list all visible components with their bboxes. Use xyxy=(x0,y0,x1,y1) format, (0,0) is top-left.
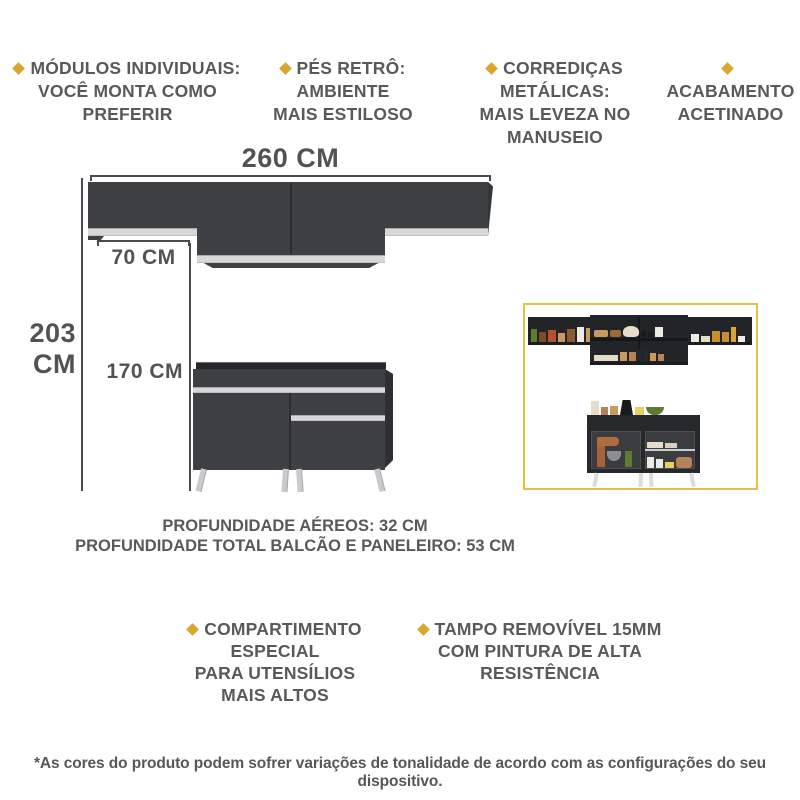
feature-text: VOCÊ MONTA COMO PREFERIR xyxy=(38,81,217,124)
wall-cabinet-center-base-strip xyxy=(197,255,385,263)
counter-leg xyxy=(281,469,289,492)
diamond-bullet-icon xyxy=(721,62,734,75)
feature-text: MAIS ESTILOSO xyxy=(273,104,413,124)
inset-counter-leg xyxy=(592,473,599,488)
inset-jar xyxy=(601,407,608,415)
inset-jar xyxy=(558,333,565,342)
feature-text: MÓDULOS INDIVIDUAIS: xyxy=(30,58,241,78)
dimension-width-label: 260 CM xyxy=(241,143,340,173)
counter-leg xyxy=(296,469,304,492)
inset-jar xyxy=(620,352,627,361)
feature-text: COMPARTIMENTO ESPECIAL xyxy=(204,619,362,661)
feature-text: TAMPO REMOVÍVEL 15MM xyxy=(434,619,662,639)
feature-text: PARA UTENSÍLIOS xyxy=(194,663,356,683)
dimension-tick xyxy=(489,175,491,181)
inset-jar xyxy=(648,332,653,337)
inset-jar xyxy=(629,352,636,361)
dimension-tick xyxy=(90,175,92,181)
dimension-line-203 xyxy=(81,178,83,491)
inset-jar xyxy=(567,329,575,342)
depth-notes xyxy=(0,516,590,556)
inset-counter-leg xyxy=(639,473,643,487)
diamond-bullet-icon xyxy=(279,62,292,75)
inset-veggie-bowl xyxy=(646,407,664,415)
feature-text: MAIS LEVEZA NO MANUSEIO xyxy=(479,104,631,147)
wall-cabinet-left-base-strip xyxy=(88,228,197,236)
inset-shelf-items xyxy=(647,453,693,468)
inset-shelf-items xyxy=(531,323,587,342)
feature-modulos xyxy=(5,57,250,126)
inset-tray xyxy=(665,443,677,448)
inset-bowl xyxy=(610,330,621,337)
inset-stone-bowl xyxy=(623,326,639,337)
inset-glass xyxy=(644,349,648,361)
wall-cabinet-center-door-seam xyxy=(290,183,292,254)
depth-note-aereos: PROFUNDIDADE AÉREOS: 32 CM xyxy=(162,517,428,535)
counter-left-door xyxy=(193,393,289,470)
dimension-lower-height-label: 170 CM xyxy=(106,360,183,383)
inset-can xyxy=(625,451,632,467)
wall-cabinet-right-base-strip xyxy=(385,228,488,236)
wall-cabinet-left xyxy=(88,182,197,228)
counter-leg xyxy=(196,468,207,492)
inset-jar xyxy=(712,331,720,342)
counter-upper-band xyxy=(193,369,385,387)
counter-side-panel xyxy=(385,369,393,468)
diamond-bullet-icon xyxy=(417,623,430,636)
dimension-module-width-label: 70 CM xyxy=(111,246,176,269)
inset-kettle xyxy=(620,400,633,415)
inset-jar xyxy=(722,332,729,342)
feature-text: RESISTÊNCIA xyxy=(480,663,600,683)
feature-text: ACETINADO xyxy=(677,104,784,124)
inset-cheese-block xyxy=(635,407,644,415)
inset-shelf-items xyxy=(647,435,693,448)
inset-shelf-items xyxy=(594,321,684,337)
diamond-bullet-icon xyxy=(485,62,498,75)
counter-leg xyxy=(374,468,385,492)
inset-box xyxy=(665,462,674,468)
inset-tray xyxy=(647,442,663,448)
inset-jar xyxy=(738,336,745,342)
inset-stand-mixer-head xyxy=(597,437,619,446)
feature-acabamento xyxy=(663,57,798,126)
inset-counter-leg xyxy=(689,473,696,488)
inset-countertop-items xyxy=(591,398,697,415)
feature-text: CORREDIÇAS METÁLICAS: xyxy=(500,58,623,101)
feature-text: ACABAMENTO xyxy=(666,81,795,101)
wall-cabinet-right-side-panel xyxy=(488,182,493,236)
inset-shelf-items xyxy=(691,323,749,342)
inset-jar xyxy=(548,330,556,342)
inset-bottle xyxy=(731,327,736,342)
depth-note-balcao: PROFUNDIDADE TOTAL BALCÃO E PANELEIRO: 53 CM xyxy=(75,537,515,555)
inset-box xyxy=(591,401,599,415)
diamond-bullet-icon xyxy=(186,623,199,636)
inset-jar xyxy=(658,354,664,361)
inset-jar xyxy=(655,327,663,337)
inset-can xyxy=(531,329,537,342)
counter-right-door xyxy=(291,421,385,470)
dimension-height-label: 203 CM xyxy=(29,318,76,379)
product-photo-inset xyxy=(523,303,758,490)
inset-shelf-items xyxy=(594,345,684,361)
feature-text: MAIS ALTOS xyxy=(221,685,329,705)
inset-jar xyxy=(647,457,654,468)
inset-tray xyxy=(594,355,618,361)
inset-counter-leg xyxy=(649,473,653,487)
dimension-line-70 xyxy=(97,240,190,242)
inset-jar xyxy=(539,332,546,342)
inset-box xyxy=(577,327,584,342)
counter-top xyxy=(196,362,386,369)
inset-jar xyxy=(641,331,646,337)
inset-jar xyxy=(656,459,663,468)
dimension-line-260 xyxy=(90,175,491,177)
feature-text: PÉS RETRÔ: AMBIENTE xyxy=(296,58,406,101)
inset-jar xyxy=(691,334,699,342)
dimension-line-170 xyxy=(189,243,191,491)
feature-pes-retro xyxy=(252,57,434,126)
feature-corredicas xyxy=(440,57,670,149)
feature-compartimento xyxy=(150,618,400,706)
inset-pot xyxy=(676,457,692,468)
counter-right-drawer xyxy=(291,393,385,415)
inset-bowl xyxy=(594,330,608,337)
feature-tampo xyxy=(415,618,665,684)
inset-glass xyxy=(638,349,642,361)
inset-jar xyxy=(650,353,656,361)
inset-jar xyxy=(701,336,710,342)
wall-cabinet-right xyxy=(385,182,488,228)
diamond-bullet-icon xyxy=(13,62,26,75)
color-disclaimer: *As cores do produto podem sofrer variações de tonalidade de acordo com as configurações do seu dispositivo. xyxy=(33,755,767,790)
inset-counter-shelf xyxy=(645,449,695,451)
inset-jar xyxy=(610,406,618,415)
feature-text: COM PINTURA DE ALTA xyxy=(437,641,643,661)
wall-cabinet-center-bottom-edge xyxy=(200,263,382,268)
